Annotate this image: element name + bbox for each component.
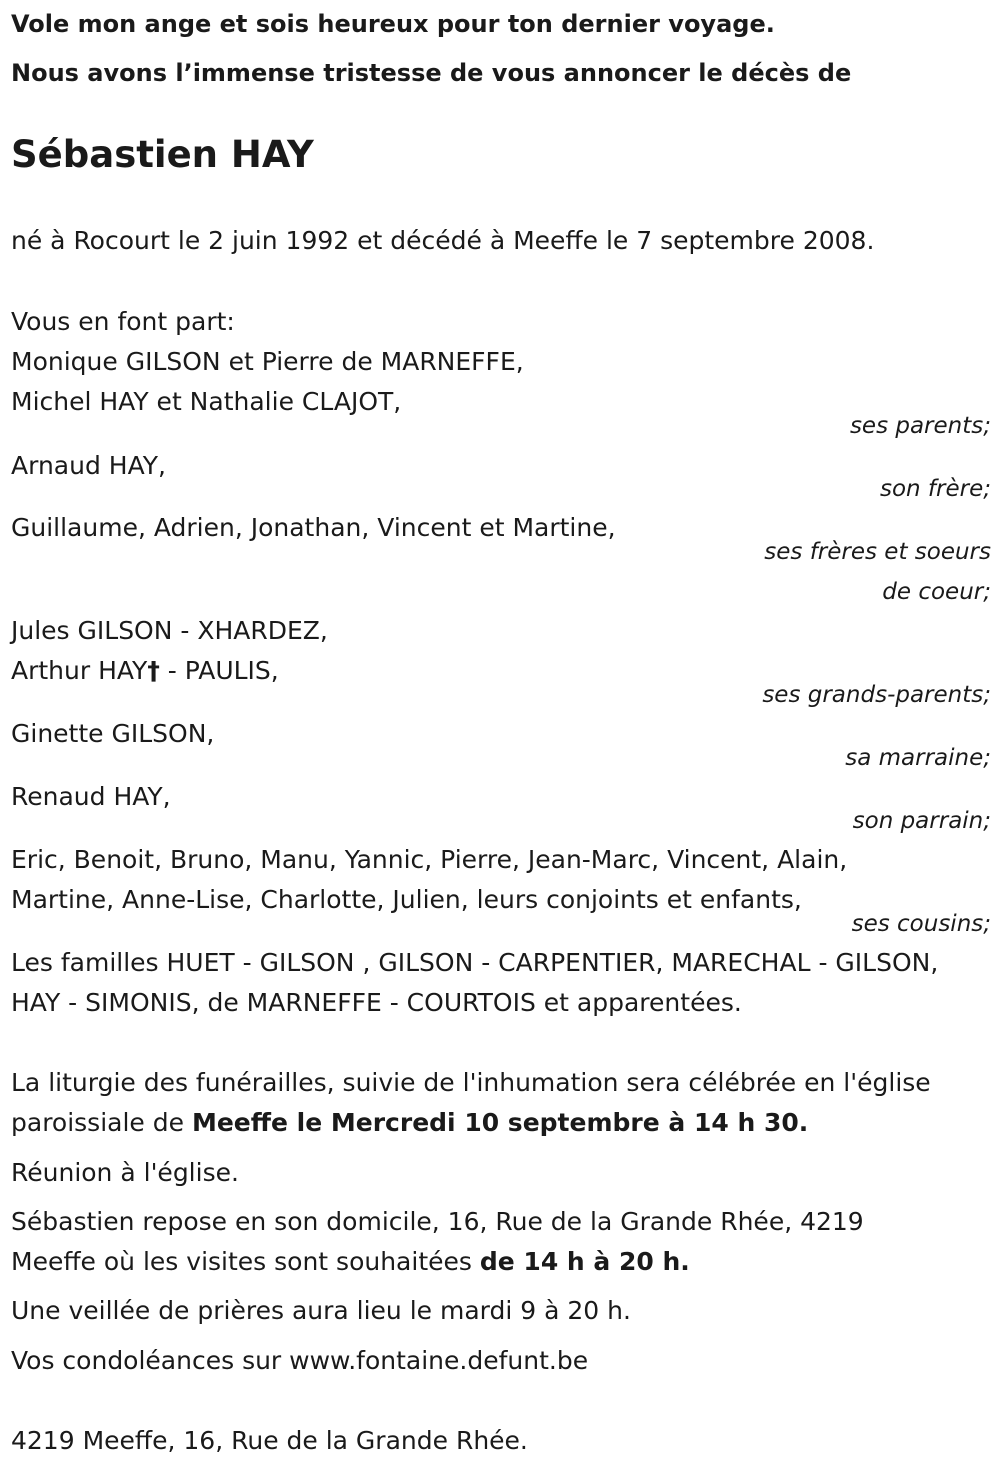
brother-name: Arnaud HAY, xyxy=(11,451,166,480)
godfather-name: Renaud HAY, xyxy=(11,782,171,811)
role-parents: ses parents; xyxy=(849,413,991,439)
role-godmother: sa marraine; xyxy=(845,745,991,771)
condolences-info: Vos condoléances sur www.fontaine.defunt.be xyxy=(11,1346,589,1375)
repose-line-2 xyxy=(11,1246,690,1278)
ceremony-line-1: La liturgie des funérailles, suivie de l'inhumation sera célébrée en l'église xyxy=(11,1068,931,1097)
grandparents-line-2 xyxy=(11,655,279,687)
role-grandparents: ses grands-parents; xyxy=(762,682,991,708)
grandparents-line-1: Jules GILSON - XHARDEZ, xyxy=(11,616,328,645)
meeting-place: Réunion à l'église. xyxy=(11,1158,239,1187)
parents-line-2: Michel HAY et Nathalie CLAJOT, xyxy=(11,387,402,416)
role-heart-siblings-2: de coeur; xyxy=(882,579,991,605)
ceremony-prefix: paroissiale de xyxy=(11,1108,192,1137)
repose-prefix: Meeffe où les visites sont souhaitées xyxy=(11,1247,480,1276)
role-heart-siblings-1: ses frères et soeurs xyxy=(764,539,991,565)
deceased-name: Sébastien HAY xyxy=(11,133,314,176)
repose-line-1: Sébastien repose en son domicile, 16, Rue de la Grande Rhée, 4219 xyxy=(11,1207,864,1236)
address: 4219 Meeffe, 16, Rue de la Grande Rhée. xyxy=(11,1426,528,1455)
cross-icon: † xyxy=(147,656,160,685)
vigil-info: Une veillée de prières aura lieu le mardi 9 à 20 h. xyxy=(11,1296,631,1325)
cousins-line-1: Eric, Benoit, Bruno, Manu, Yannic, Pierre, Jean-Marc, Vincent, Alain, xyxy=(11,845,848,874)
ceremony-line-2 xyxy=(11,1107,808,1139)
header-line-2: Nous avons l’immense tristesse de vous annoncer le décès de xyxy=(11,59,852,87)
birth-death-dates: né à Rocourt le 2 juin 1992 et décédé à Meeffe le 7 septembre 2008. xyxy=(11,226,875,255)
cousins-line-2: Martine, Anne-Lise, Charlotte, Julien, leurs conjoints et enfants, xyxy=(11,885,802,914)
grandparent-name-suffix: - PAULIS, xyxy=(159,656,279,685)
role-cousins: ses cousins; xyxy=(851,911,991,937)
role-godfather: son parrain; xyxy=(852,808,991,834)
heart-siblings-names: Guillaume, Adrien, Jonathan, Vincent et Martine, xyxy=(11,513,616,542)
header-line-1: Vole mon ange et sois heureux pour ton dernier voyage. xyxy=(11,10,775,38)
godmother-name: Ginette GILSON, xyxy=(11,719,215,748)
grandparent-name: Arthur HAY xyxy=(11,656,148,685)
families-line-2: HAY - SIMONIS, de MARNEFFE - COURTOIS et apparentées. xyxy=(11,988,742,1017)
role-brother: son frère; xyxy=(879,476,991,502)
visit-hours: de 14 h à 20 h. xyxy=(479,1247,690,1276)
families-line-1: Les familles HUET - GILSON , GILSON - CARPENTIER, MARECHAL - GILSON, xyxy=(11,948,939,977)
family-intro: Vous en font part: xyxy=(11,307,235,336)
ceremony-date-time: Meeffe le Mercredi 10 septembre à 14 h 30. xyxy=(191,1108,809,1137)
parents-line-1: Monique GILSON et Pierre de MARNEFFE, xyxy=(11,347,524,376)
